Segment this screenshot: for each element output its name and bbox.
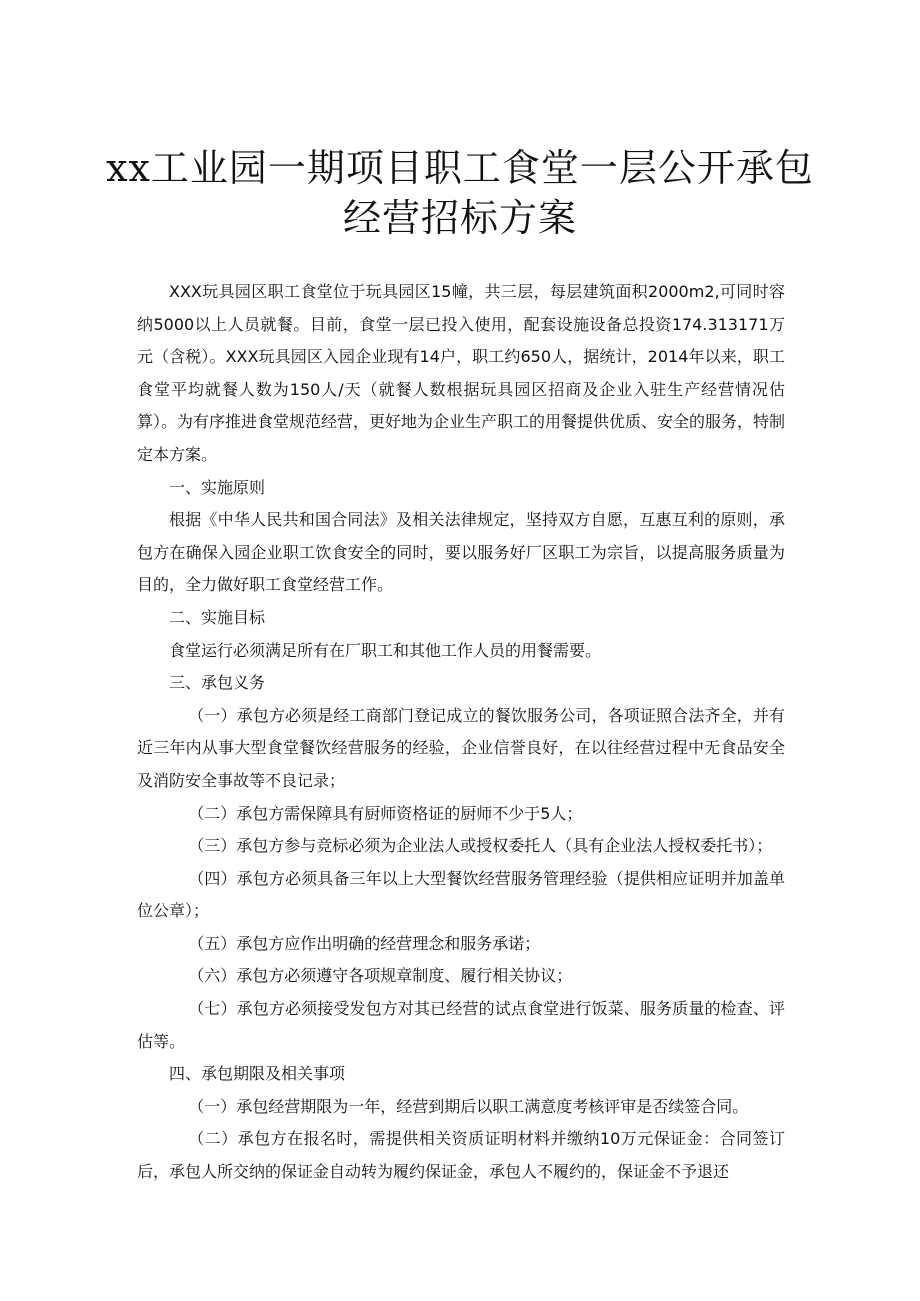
term-item: （一）承包经营期限为一年，经营到期后以职工满意度考核评审是否续签合同。 bbox=[188, 1096, 749, 1116]
document-body bbox=[137, 276, 785, 1189]
obligation-item: （四）承包方必须具备三年以上大型餐饮经营服务管理经验（提供相应证明并加盖单位公章）； bbox=[137, 868, 785, 921]
section-heading-term: 四、承包期限及相关事项 bbox=[169, 1064, 346, 1084]
goals-paragraph: 食堂运行必须满足所有在厂职工和其他工作人员的用餐需要。 bbox=[169, 640, 602, 660]
obligation-item: （五）承包方应作出明确的经营理念和服务承诺； bbox=[188, 933, 541, 953]
obligation-item: （二）承包方需保障具有厨师资格证的厨师不少于5人； bbox=[188, 803, 583, 823]
title-line-1: xx工业园一期项目职工食堂一层公开承包 bbox=[106, 146, 814, 190]
title-line-2: 经营招标方案 bbox=[342, 196, 577, 240]
section-heading-goals: 二、实施目标 bbox=[169, 607, 266, 627]
section-heading-principles: 一、实施原则 bbox=[169, 477, 266, 497]
obligation-item: （一）承包方必须是经工商部门登记成立的餐饮服务公司，各项证照合法齐全，并有近三年内从事大型食堂餐饮经营服务的经验，企业信誉良好，在以往经营过程中无食品安全及消防安全事故等不良记录； bbox=[137, 705, 785, 790]
section-heading-obligations: 三、承包义务 bbox=[169, 673, 266, 693]
obligation-item: （三）承包方参与竞标必须为企业法人或授权委托人（具有企业法人授权委托书）； bbox=[188, 836, 773, 856]
obligation-item: （七）承包方必须接受发包方对其已经营的试点食堂进行饭菜、服务质量的检查、评估等。 bbox=[137, 999, 785, 1051]
obligation-item: （六）承包方必须遵守各项规章制度、履行相关协议； bbox=[188, 966, 573, 986]
term-item: （二）承包方在报名时，需提供相关资质证明材料并缴纳10万元保证金：合同签订后，承包人所交纳的保证金自动转为履约保证金，承包人不履约的，保证金不予退还 bbox=[137, 1129, 785, 1182]
intro-paragraph: XXX玩具园区职工食堂位于玩具园区15幢，共三层，每层建筑面积2000m2,可同时容纳5000以上人员就餐。目前，食堂一层已投入使用，配套设施设备总投资174.313171万元（含税）。XXX玩具园区入园企业现有14户，职工约650人，据统计，2014年以来，职工食堂平均就餐人数为150人/天（就餐人数根据玩具园区招商及企业入驻生产经营情况估算）。为有序推进食堂规范经营，更好地为企业生产职工的用餐提供优质、安全的服务，特制定本方案。 bbox=[137, 282, 786, 464]
document-title bbox=[100, 143, 820, 243]
principles-paragraph: 根据《中华人民共和国合同法》及相关法律规定，坚持双方自愿，互惠互利的原则，承包方在确保入园企业职工饮食安全的同时，要以服务好厂区职工为宗旨，以提高服务质量为目的，全力做好职工食堂经营工作。 bbox=[137, 510, 785, 595]
